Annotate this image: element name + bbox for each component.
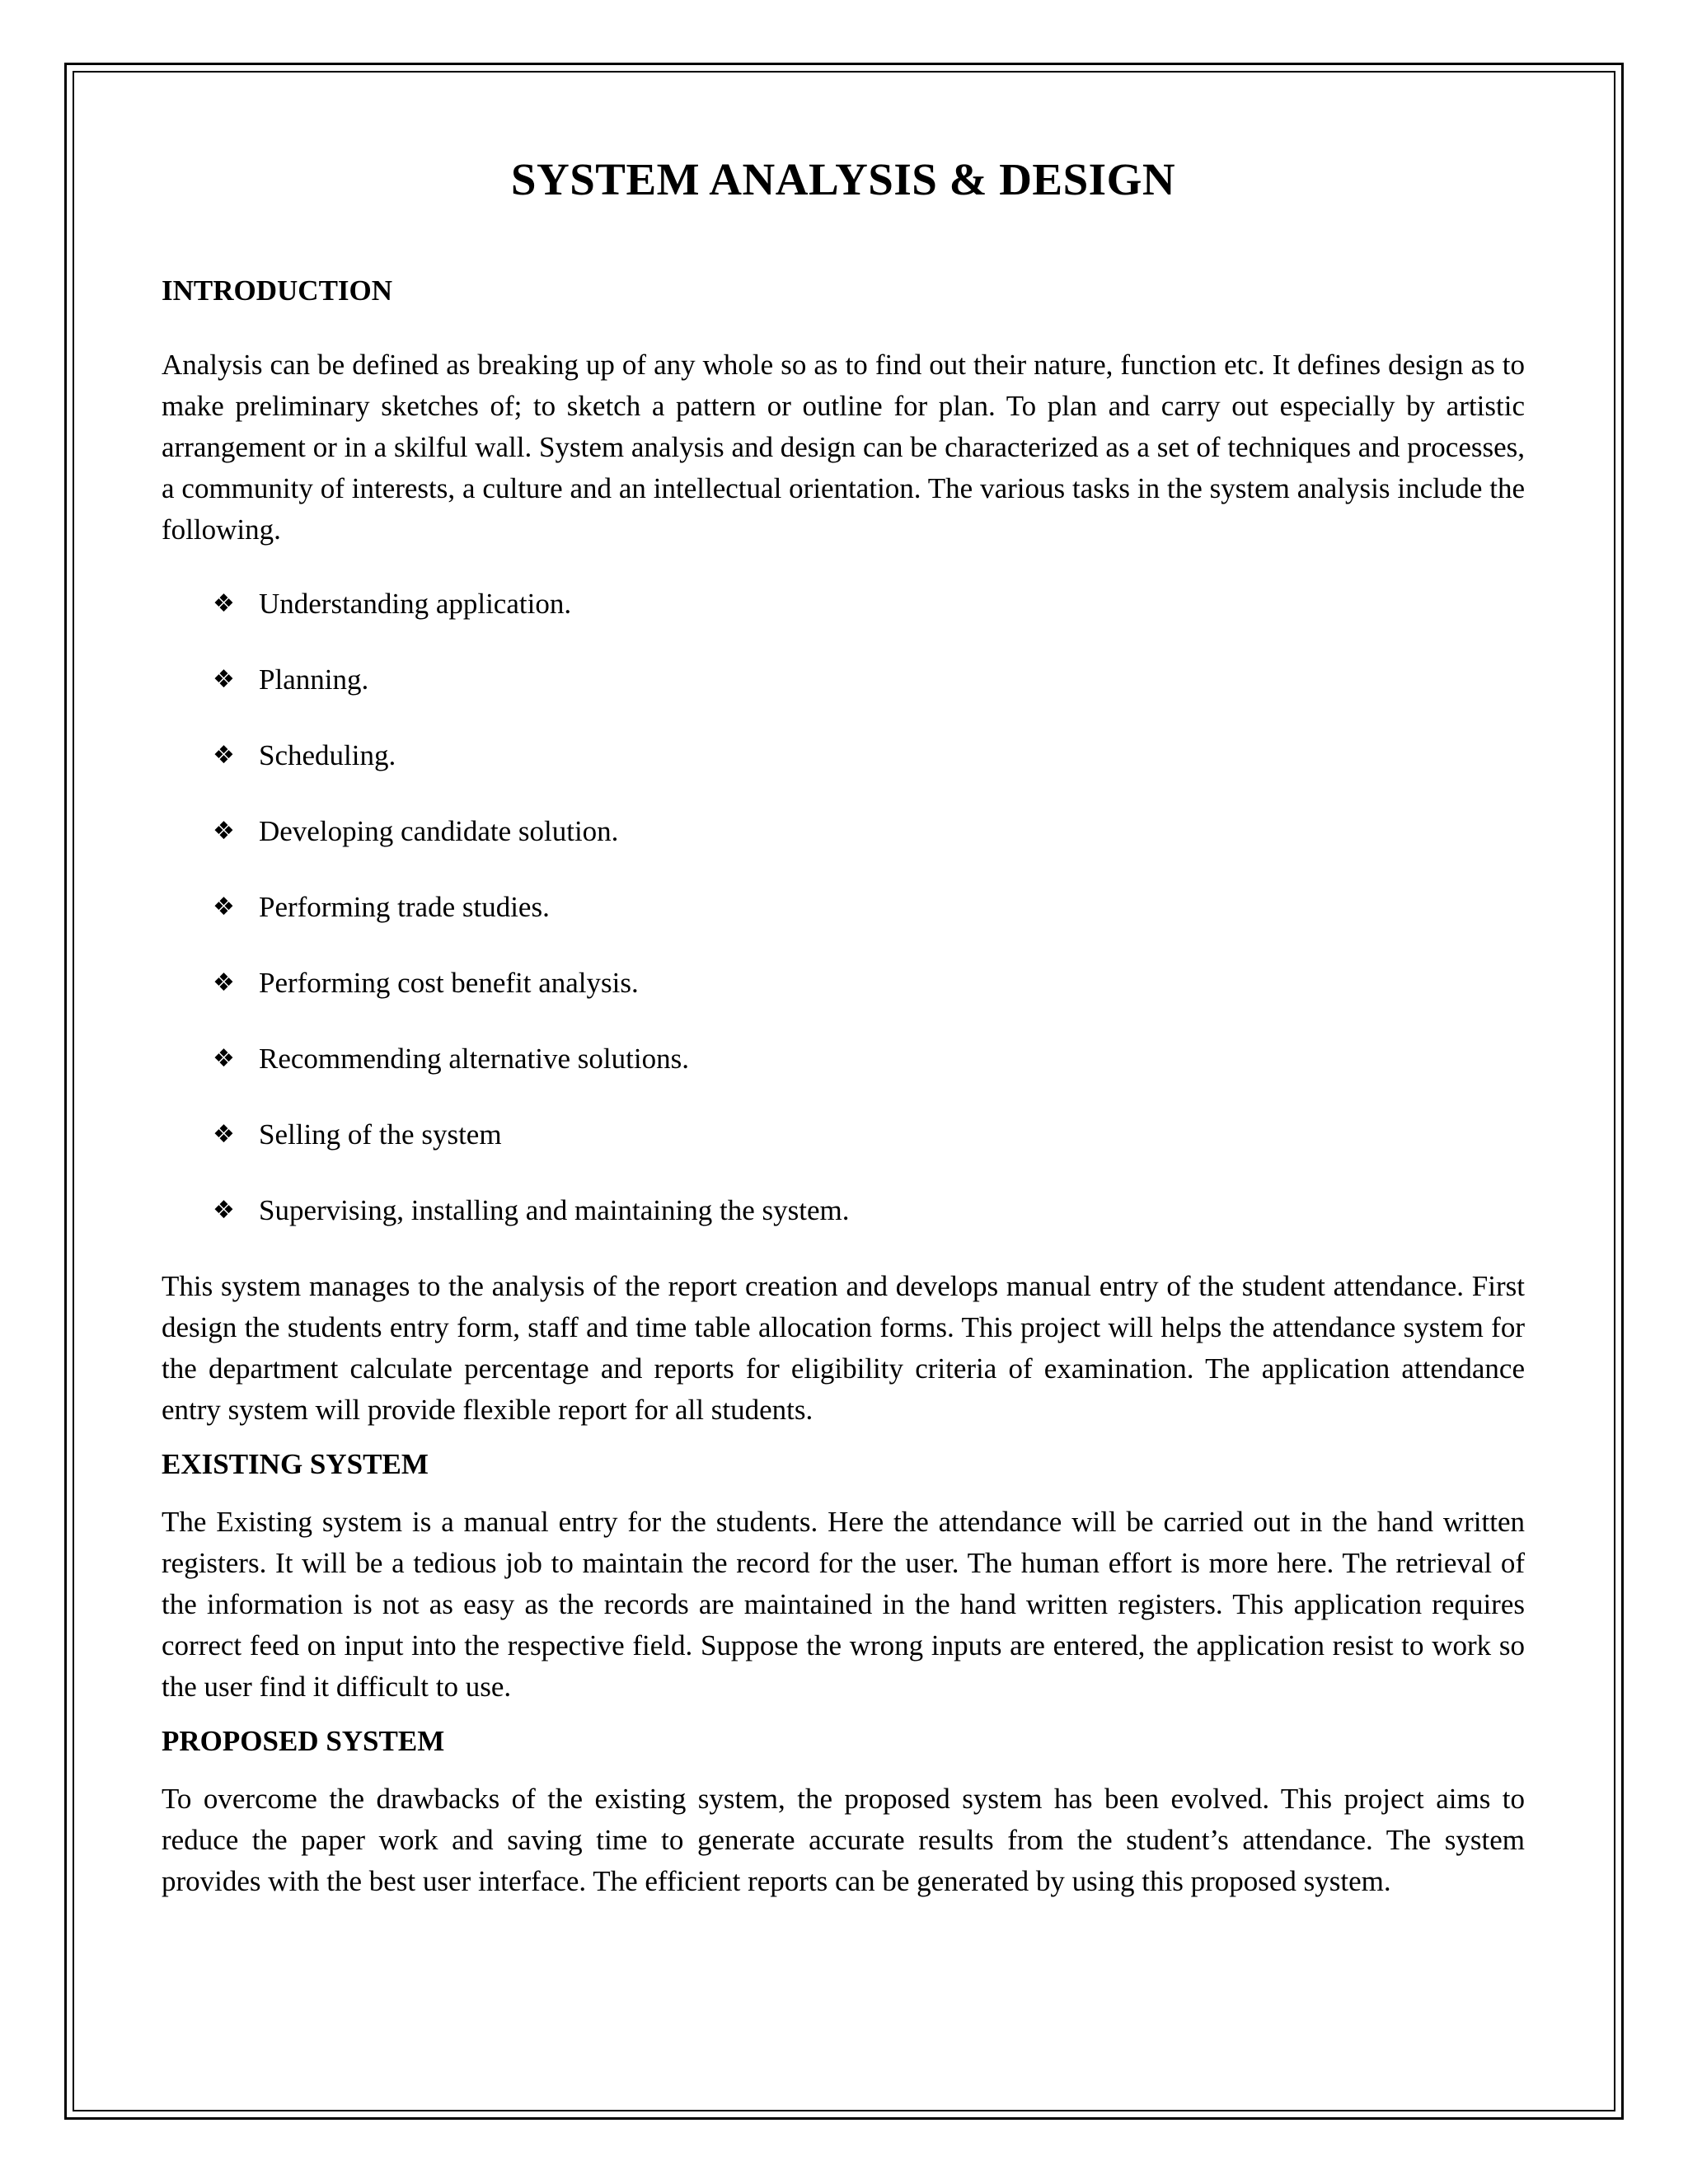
diamond-bullet-icon: ❖ bbox=[213, 665, 235, 694]
list-item bbox=[213, 1190, 1525, 1231]
list-item bbox=[213, 1114, 1525, 1155]
list-item bbox=[213, 963, 1525, 1004]
list-item bbox=[213, 659, 1525, 701]
introduction-paragraph: Analysis can be defined as breaking up of any whole so as to find out their nature, function etc. It defines design as to make preliminary sketches of; to sketch a pattern or outline for plan. To plan and carry out especially by artistic arrangement or in a skilful wall. System analysis and design can be characterized as a set of techniques and processes, a community of interests, a culture and an intellectual orientation. The various tasks in the system analysis include the following. bbox=[162, 349, 1525, 546]
list-item-text: Recommending alternative solutions. bbox=[259, 1043, 689, 1075]
page-title: SYSTEM ANALYSIS & DESIGN bbox=[510, 154, 1176, 204]
proposed-system-paragraph: To overcome the drawbacks of the existing system, the proposed system has been evolved. This project aims to reduce the paper work and saving time to generate accurate results from the student’s attendance. The system provides with the best user interface. The efficient reports can be generated by using this proposed system. bbox=[162, 1783, 1525, 1897]
list-item-text: Understanding application. bbox=[259, 588, 572, 620]
existing-system-paragraph: The Existing system is a manual entry for the students. Here the attendance will be carried out in the hand written registers. It will be a tedious job to maintain the record for the user. The human effort is more here. The retrieval of the information is not as easy as the records are maintained in the hand written registers. This application requires correct feed on input into the respective field. Suppose the wrong inputs are entered, the application resist to work so the user find it difficult to use. bbox=[162, 1506, 1525, 1703]
list-item-text: Performing cost benefit analysis. bbox=[259, 967, 639, 999]
list-item bbox=[213, 583, 1525, 625]
document-body bbox=[162, 147, 1525, 1902]
list-item-text: Supervising, installing and maintaining the system. bbox=[259, 1194, 850, 1226]
list-item-text: Performing trade studies. bbox=[259, 891, 550, 923]
diamond-bullet-icon: ❖ bbox=[213, 589, 235, 618]
proposed-system-heading: PROPOSED SYSTEM bbox=[162, 1725, 445, 1757]
existing-system-heading: EXISTING SYSTEM bbox=[162, 1448, 429, 1480]
list-item-text: Selling of the system bbox=[259, 1118, 502, 1151]
diamond-bullet-icon: ❖ bbox=[213, 893, 235, 921]
list-item bbox=[213, 735, 1525, 776]
diamond-bullet-icon: ❖ bbox=[213, 1196, 235, 1225]
diamond-bullet-icon: ❖ bbox=[213, 741, 235, 770]
list-item-text: Developing candidate solution. bbox=[259, 815, 619, 847]
list-item bbox=[213, 1038, 1525, 1080]
diamond-bullet-icon: ❖ bbox=[213, 1120, 235, 1149]
task-list bbox=[162, 583, 1525, 1231]
list-item bbox=[213, 811, 1525, 852]
list-item-text: Planning. bbox=[259, 663, 369, 696]
introduction-heading: INTRODUCTION bbox=[162, 274, 393, 307]
diamond-bullet-icon: ❖ bbox=[213, 968, 235, 997]
diamond-bullet-icon: ❖ bbox=[213, 1044, 235, 1073]
introduction-closing-paragraph: This system manages to the analysis of the report creation and develops manual entry of the student attendance. First design the students entry form, staff and time table allocation forms. This project will helps the attendance system for the department calculate percentage and reports for eligibility criteria of examination. The application attendance entry system will provide flexible report for all students. bbox=[162, 1270, 1525, 1426]
list-item-text: Scheduling. bbox=[259, 739, 396, 771]
list-item bbox=[213, 887, 1525, 928]
diamond-bullet-icon: ❖ bbox=[213, 817, 235, 846]
